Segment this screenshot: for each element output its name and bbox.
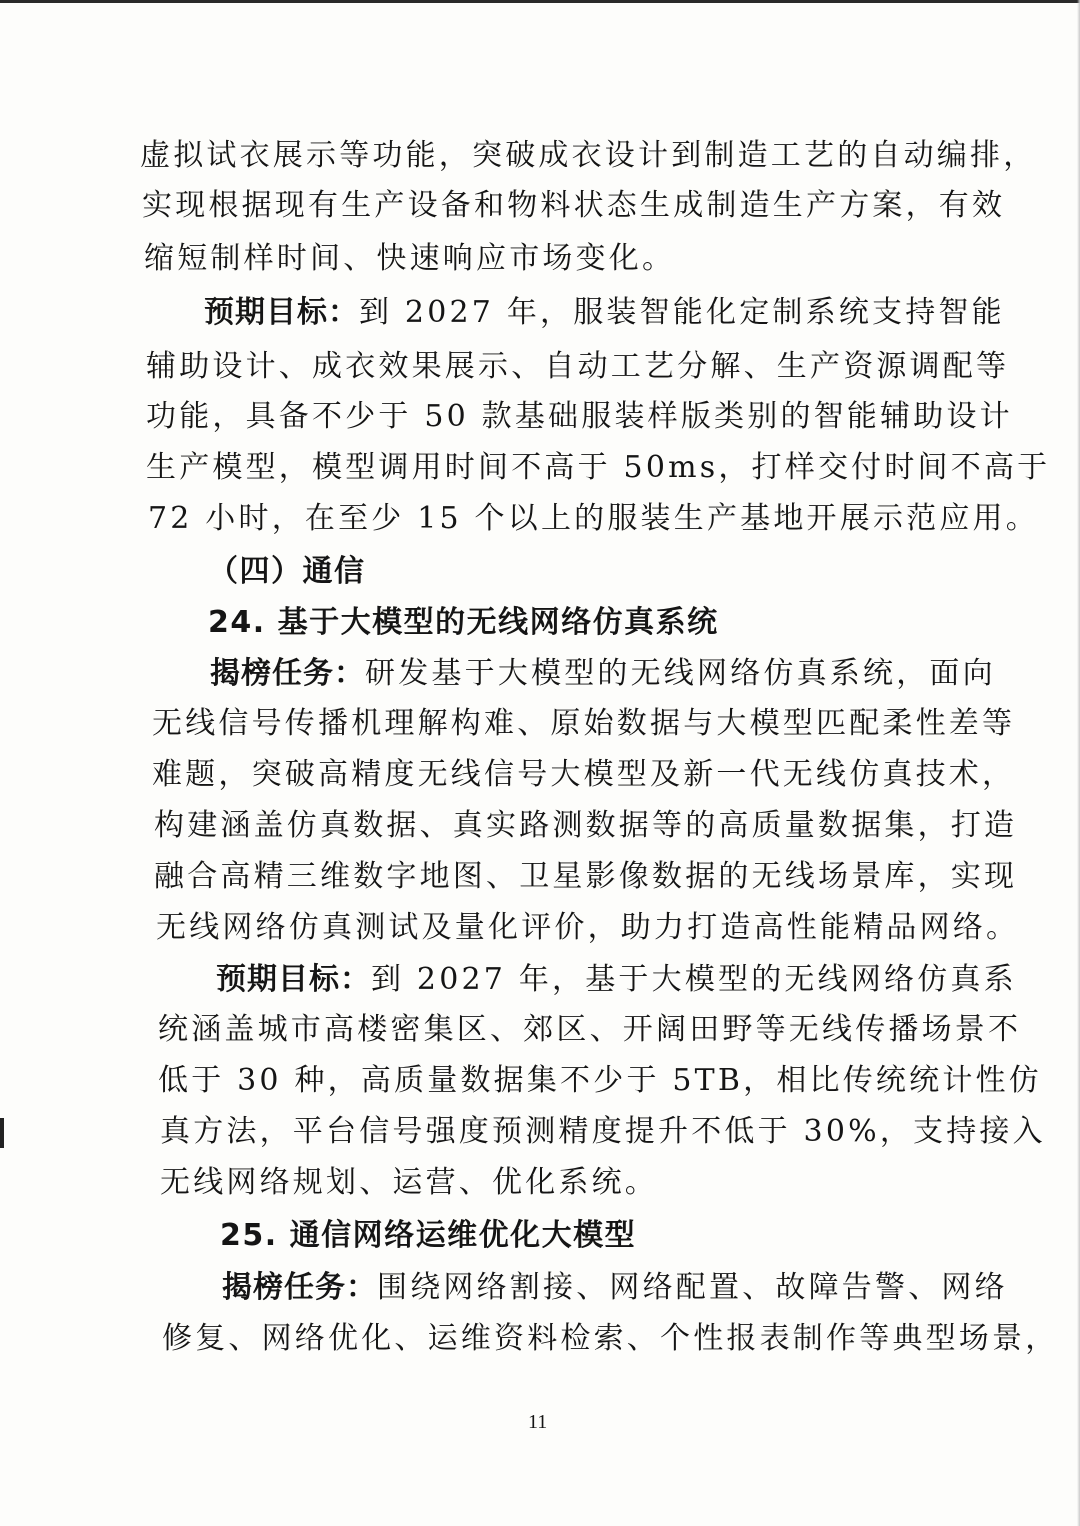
text-line: 围绕网络割接、网络配置、故障告警、网络 xyxy=(377,1270,1008,1305)
text-line: 虚拟试衣展示等功能，突破成衣设计到制造工艺的自动编排， xyxy=(140,138,1037,173)
page-top-edge xyxy=(0,0,1080,3)
expected-goal-label: 预期目标： xyxy=(204,295,359,330)
text-line: 到 2027 年，服装智能化定制系统支持智能 xyxy=(359,295,1005,330)
text-line: 低于 30 种，高质量数据集不少于 5TB，相比传统统计性仿 xyxy=(158,1063,1042,1098)
item-24-title: 24. 基于大模型的无线网络仿真系统 xyxy=(208,605,719,640)
text-line: 辅助设计、成衣效果展示、自动工艺分解、生产资源调配等 xyxy=(146,349,1010,384)
task-label: 揭榜任务： xyxy=(222,1270,377,1305)
text-line: 72 小时，在至少 15 个以上的服装生产基地开展示范应用。 xyxy=(148,501,1039,536)
task-paragraph xyxy=(210,656,996,692)
text-line: 生产模型，模型调用时间不高于 50ms，打样交付时间不高于 xyxy=(146,450,1051,485)
text-line: 融合高精三维数字地图、卫星影像数据的无线场景库，实现 xyxy=(154,859,1018,894)
task-paragraph xyxy=(222,1270,1008,1306)
item-25-title: 25. 通信网络运维优化大模型 xyxy=(220,1218,637,1253)
text-line: 无线信号传播机理解构难、原始数据与大模型匹配柔性差等 xyxy=(152,706,1016,741)
scan-margin-mark xyxy=(0,1118,4,1148)
text-line: 功能，具备不少于 50 款基础服装样版类别的智能辅助设计 xyxy=(146,399,1013,434)
text-line: 构建涵盖仿真数据、真实路测数据等的高质量数据集，打造 xyxy=(154,808,1018,843)
text-line: 研发基于大模型的无线网络仿真系统，面向 xyxy=(365,656,996,691)
text-line: 难题，突破高精度无线信号大模型及新一代无线仿真技术， xyxy=(152,757,1016,792)
text-line: 缩短制样时间、快速响应市场变化。 xyxy=(144,241,676,276)
expected-goal-paragraph xyxy=(216,962,1017,998)
text-line: 修复、网络优化、运维资料检索、个性报表制作等典型场景， xyxy=(162,1321,1059,1356)
expected-goal-paragraph xyxy=(204,295,1005,331)
text-line: 统涵盖城市高楼密集区、郊区、开阔田野等无线传播场景不 xyxy=(158,1012,1022,1047)
task-label: 揭榜任务： xyxy=(210,656,365,691)
expected-goal-label: 预期目标： xyxy=(216,962,371,997)
text-line: 真方法，平台信号强度预测精度提升不低于 30%，支持接入 xyxy=(160,1114,1046,1149)
text-line: 无线网络规划、运营、优化系统。 xyxy=(160,1165,658,1200)
page-number: 11 xyxy=(528,1411,548,1433)
text-line: 无线网络仿真测试及量化评价，助力打造高性能精品网络。 xyxy=(156,910,1020,945)
text-line: 实现根据现有生产设备和物料状态生成制造生产方案，有效 xyxy=(142,188,1006,223)
text-line: 到 2027 年，基于大模型的无线网络仿真系 xyxy=(371,962,1017,997)
section-heading: （四）通信 xyxy=(208,554,366,589)
